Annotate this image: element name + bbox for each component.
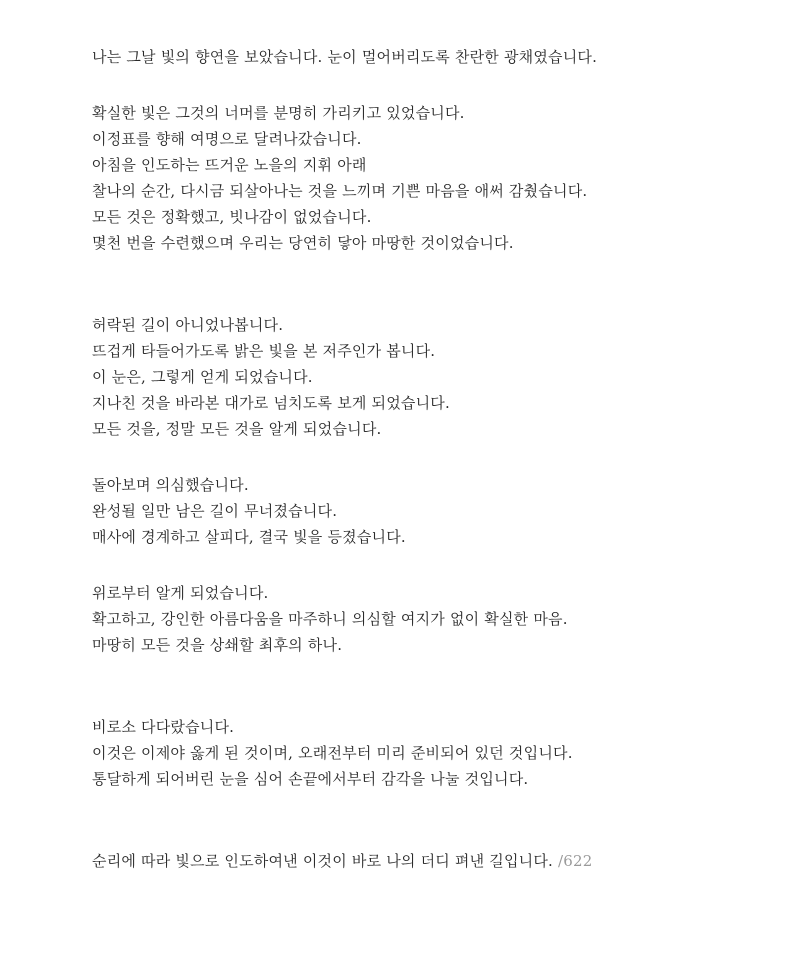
- poem-line: 확고하고, 강인한 아름다움을 마주하니 의심할 여지가 없이 확실한 마음.: [92, 610, 568, 628]
- poem-line: 비로소 다다랐습니다.: [92, 718, 235, 736]
- poem-line: 마땅히 모든 것을 상쇄할 최후의 하나.: [92, 636, 343, 654]
- poem-line: 몇천 번을 수련했으며 우리는 당연히 닿아 마땅한 것이었습니다.: [92, 234, 514, 252]
- page-number: /622: [557, 852, 593, 870]
- poem-line: 완성될 일만 남은 길이 무너졌습니다.: [92, 502, 338, 520]
- poem-line: 모든 것을, 정말 모든 것을 알게 되었습니다.: [92, 420, 382, 438]
- stanza-gap: [92, 442, 782, 472]
- poem-line: 모든 것은 정확했고, 빗나감이 없었습니다.: [92, 208, 372, 226]
- stanza-6: [92, 714, 782, 792]
- final-line-text: 순리에 따라 빛으로 인도하여낸 이것이 바로 나의 더디 펴낸 길입니다.: [92, 852, 558, 870]
- stanza-gap: [92, 256, 782, 312]
- poem-line: 통달하게 되어버린 눈을 심어 손끝에서부터 감각을 나눌 것입니다.: [92, 770, 529, 788]
- stanza-gap: [92, 550, 782, 580]
- stanza-gap: [92, 70, 782, 100]
- poem-line: 매사에 경계하고 살피다, 결국 빛을 등졌습니다.: [92, 528, 406, 546]
- final-line: [92, 848, 782, 874]
- stanza-3: [92, 312, 782, 442]
- stanza-gap: [92, 792, 782, 848]
- poem-line: 이 눈은, 그렇게 얻게 되었습니다.: [92, 368, 313, 386]
- poem-line: 이것은 이제야 옳게 된 것이며, 오래전부터 미리 준비되어 있던 것입니다.: [92, 744, 573, 762]
- stanza-4: [92, 472, 782, 550]
- poem-line: 아침을 인도하는 뜨거운 노을의 지휘 아래: [92, 156, 367, 174]
- stanza-gap: [92, 658, 782, 714]
- stanza-1: [92, 44, 782, 70]
- poem-line: 뜨겁게 타들어가도록 밝은 빛을 본 저주인가 봅니다.: [92, 342, 436, 360]
- poem-page: [92, 44, 782, 874]
- poem-line: 지나친 것을 바라본 대가로 넘치도록 보게 되었습니다.: [92, 394, 450, 412]
- poem-line: 나는 그날 빛의 향연을 보았습니다. 눈이 멀어버리도록 찬란한 광채였습니다.: [92, 48, 598, 66]
- poem-line: 허락된 길이 아니었나봅니다.: [92, 316, 284, 334]
- poem-line: 돌아보며 의심했습니다.: [92, 476, 249, 494]
- stanza-2: [92, 100, 782, 256]
- poem-line: 찰나의 순간, 다시금 되살아나는 것을 느끼며 기쁜 마음을 애써 감췄습니다.: [92, 182, 588, 200]
- poem-line: 확실한 빛은 그것의 너머를 분명히 가리키고 있었습니다.: [92, 104, 465, 122]
- poem-line: 이정표를 향해 여명으로 달려나갔습니다.: [92, 130, 362, 148]
- stanza-5: [92, 580, 782, 658]
- poem-line: 위로부터 알게 되었습니다.: [92, 584, 269, 602]
